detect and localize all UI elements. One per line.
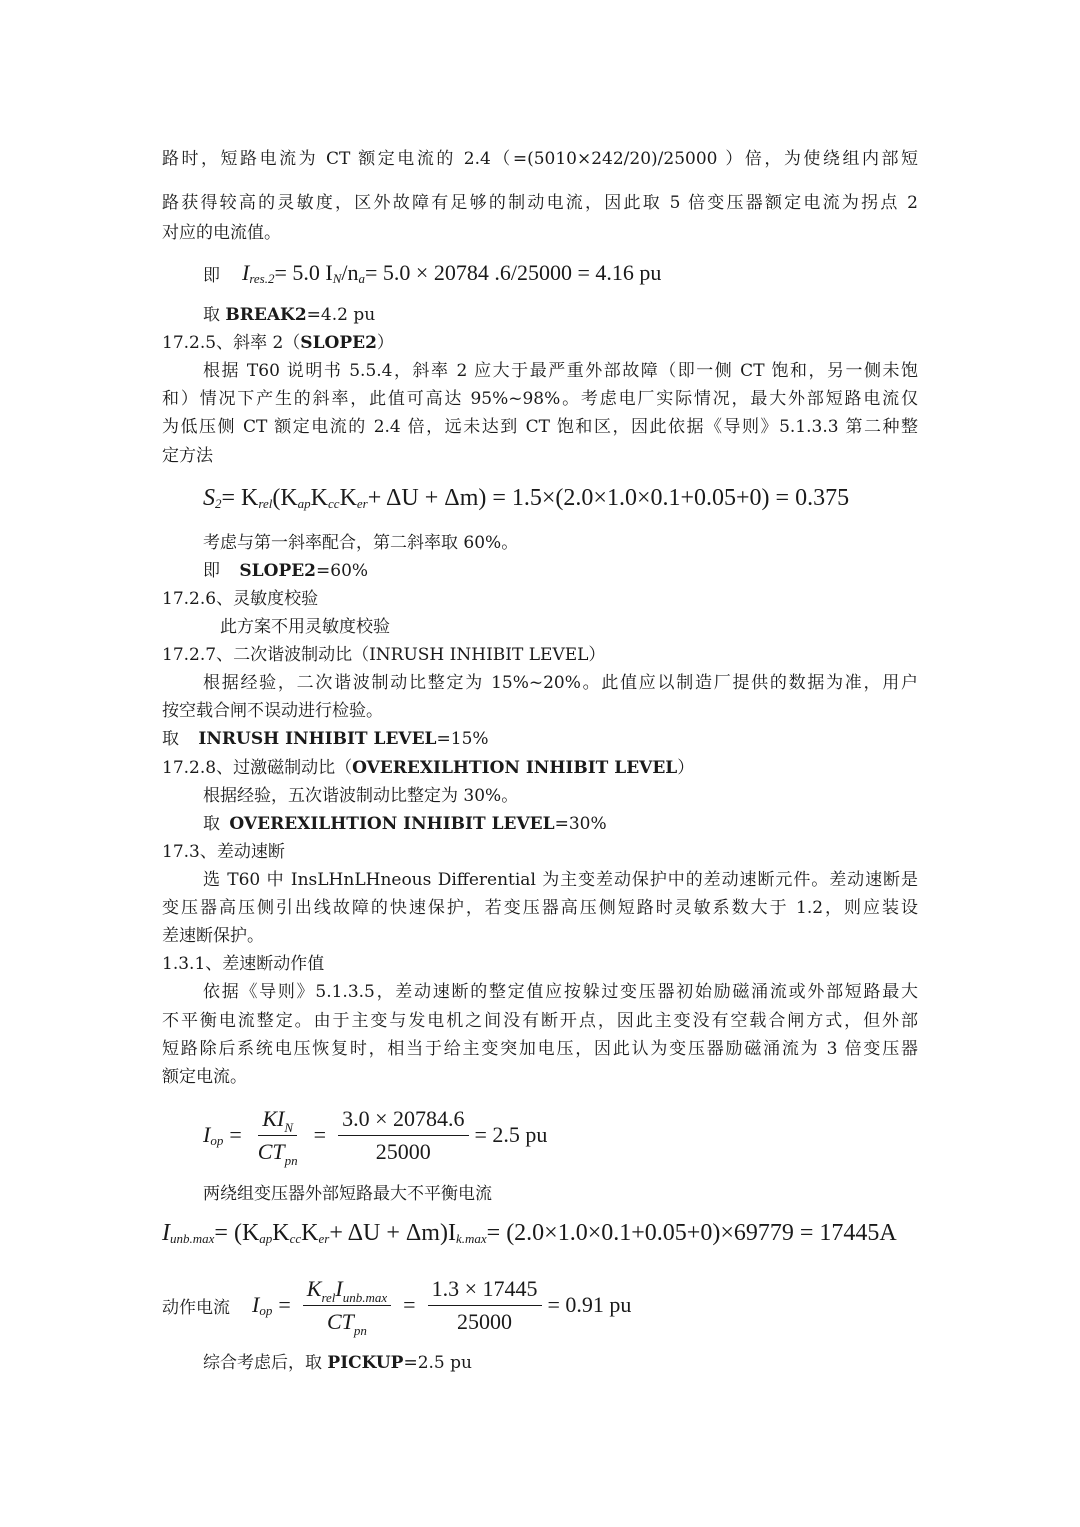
paragraph-line: 根据 T60 说明书 5.5.4，斜率 2 应大于最严重外部故障（即一侧 CT 饱和，另一侧未饱 — [203, 361, 918, 381]
fraction: $\frac{KI_N}{CT_{pn}}$ — [257, 1105, 298, 1168]
eq-text: = 2.5 pu — [474, 1122, 548, 1147]
eq-text: = K — [221, 484, 259, 511]
paragraph-line — [162, 192, 918, 214]
text-line: 按空载合闸不误动进行检验。 — [162, 701, 383, 721]
text-line: 取 OVEREXILHTION INHIBIT LEVEL=30% — [203, 814, 607, 834]
eq-subscript: res.2 — [249, 271, 275, 286]
eq-text: (K — [272, 484, 298, 511]
paragraph-line: 和）情况下产生的斜率，此值可高达 95%~98%。考虑电厂实际情况，最大外部短路电流仅 — [162, 389, 918, 409]
paragraph-line: 为低压侧 CT 额定电流的 2.4 倍，远未达到 CT 饱和区，因此依据《导则》5.1.3.3 第二种整 — [162, 417, 918, 437]
eq-text: K — [310, 484, 329, 511]
eq-text: = (2.0×1.0×0.1+0.05+0)×69779 = 17445A — [486, 1219, 897, 1246]
fraction: $\frac{1.3 \times 17445}{25000}$ — [428, 1276, 542, 1335]
section-heading: 17.2.7、二次谐波制动比（INRUSH INHIBIT LEVEL） — [162, 645, 606, 665]
eq-symbol: I — [162, 1219, 170, 1246]
eq-text: = 5.0 I — [274, 260, 333, 285]
text-line: 综合考虑后，取 PICKUP=2.5 pu — [203, 1353, 472, 1373]
eq-text: = 0.91 pu — [547, 1292, 632, 1317]
eq-text: K — [272, 1219, 290, 1246]
text-line: 根据经验，五次谐波制动比整定为 30%。 — [203, 786, 519, 806]
text-line: 定方法 — [162, 446, 213, 466]
text-line: 取 BREAK2=4.2 pu — [203, 305, 376, 325]
eq-subscript: cc — [289, 1231, 302, 1246]
equation-s2 — [203, 478, 849, 518]
section-heading: 17.3、差动速断 — [162, 842, 285, 862]
equation-iop-1: I op = $\frac{KI_N}{CT_{pn}}$ = $\frac{3.0 \times 20784.6}{25000}$ = 2.5 pu — [203, 1105, 548, 1168]
paragraph-line: 不平衡电流整定。由于主变与发电机之间没有断开点，因此主变没有空载合闸方式，但外部 — [162, 1011, 918, 1031]
eq-text: K — [339, 484, 357, 511]
text-line: 即 SLOPE2=60% — [203, 561, 369, 581]
eq-subscript: 2 — [215, 496, 222, 511]
eq-text: K — [301, 1219, 319, 1246]
eq-symbol: I — [242, 260, 250, 285]
paragraph-line: 短路除后系统电压恢复时，相当于给主变突加电压，因此认为变压器励磁涌流为 3 倍变压器 — [162, 1039, 918, 1059]
text-line: 取 INRUSH INHIBIT LEVEL=15% — [162, 729, 489, 749]
text-line: 差速断保护。 — [162, 926, 264, 946]
eq-subscript: ap — [297, 496, 311, 511]
fraction: $\frac{K_{rel}I_{unb.max}}{CT_{pn}}$ — [303, 1276, 391, 1335]
eq-symbol: S — [203, 484, 215, 511]
eq-subscript: ap — [259, 1231, 273, 1246]
text-line: 此方案不用灵敏度校验 — [220, 617, 390, 637]
eq-subscript: rel — [258, 496, 273, 511]
fraction: $\frac{3.0 \times 20784.6}{25000}$ — [338, 1106, 468, 1165]
eq-subscript: k.max — [455, 1231, 487, 1246]
paragraph-line: 根据经验，二次谐波制动比整定为 15%~20%。此值应以制造厂提供的数据为准，用户 — [203, 673, 918, 693]
equation-iop-2: 动作电流 I op = $\frac{K_{rel}I_{unb.max}}{CT_{pn}}$ = $\frac{1.3 \times 17445}{25000}$ = 0.91 pu — [162, 1275, 632, 1338]
paragraph-line: 选 T60 中 InsLHnLHneous Differential 为主变差动保护中的差动速断元件。差动速断是 — [203, 870, 918, 890]
section-heading: 17.2.8、过激磁制动比（OVEREXILHTION INHIBIT LEVEL） — [162, 758, 695, 778]
text-line: 额定电流。 — [162, 1067, 247, 1087]
section-heading: 17.2.6、灵敏度校验 — [162, 589, 319, 609]
eq-subscript: op — [210, 1133, 224, 1148]
eq-subscript: cc — [328, 496, 340, 511]
eq-text: = (K — [214, 1219, 260, 1246]
section-heading: 17.2.5、斜率 2（SLOPE2） — [162, 333, 394, 353]
eq-subscript: unb.max — [170, 1231, 215, 1246]
text-line: 路获得较高的灵敏度，区外故障有足够的制动电流，因此取 5 倍变压器额定电流为拐点 2 — [162, 193, 918, 213]
text-line: 考虑与第一斜率配合，第二斜率取 60%。 — [203, 533, 519, 553]
paragraph-line: 依据《导则》5.1.3.5，差动速断的整定值应按躲过变压器初始励磁涌流或外部短路最大 — [203, 982, 918, 1002]
paragraph-line — [162, 148, 918, 170]
eq-subscript: op — [259, 1303, 273, 1318]
eq-text: + ΔU + Δm) = 1.5×(2.0×1.0×0.1+0.05+0) = 0.375 — [367, 484, 850, 511]
eq-subscript: a — [358, 271, 366, 286]
eq-subscript: N — [332, 271, 342, 286]
eq-symbol: I — [203, 1122, 211, 1147]
eq-subscript: er — [356, 496, 368, 511]
eq-text: + ΔU + Δm)I — [329, 1219, 456, 1246]
eq-text: = 5.0 × 20784 .6/25000 = 4.16 pu — [365, 260, 662, 285]
eq-text: /n — [341, 260, 359, 285]
equation-label: 即 — [203, 265, 220, 286]
section-heading: 1.3.1、差速断动作值 — [162, 954, 325, 974]
text-line: 两绕组变压器外部短路最大不平衡电流 — [203, 1184, 492, 1204]
equation-iunb — [162, 1212, 897, 1254]
eq-symbol: I — [252, 1292, 260, 1317]
eq-subscript: er — [318, 1231, 330, 1246]
equation-label: 动作电流 — [162, 1297, 230, 1318]
equation-ires2 — [203, 256, 661, 290]
text-line: 对应的电流值。 — [162, 223, 281, 243]
paragraph-line: 变压器高压侧引出线故障的快速保护，若变压器高压侧短路时灵敏系数大于 1.2，则应装设 — [162, 898, 918, 918]
text-line: 路时，短路电流为 CT 额定电流的 2.4（=(5010×242/20)/25000 ）倍，为使绕组内部短 — [162, 149, 918, 169]
